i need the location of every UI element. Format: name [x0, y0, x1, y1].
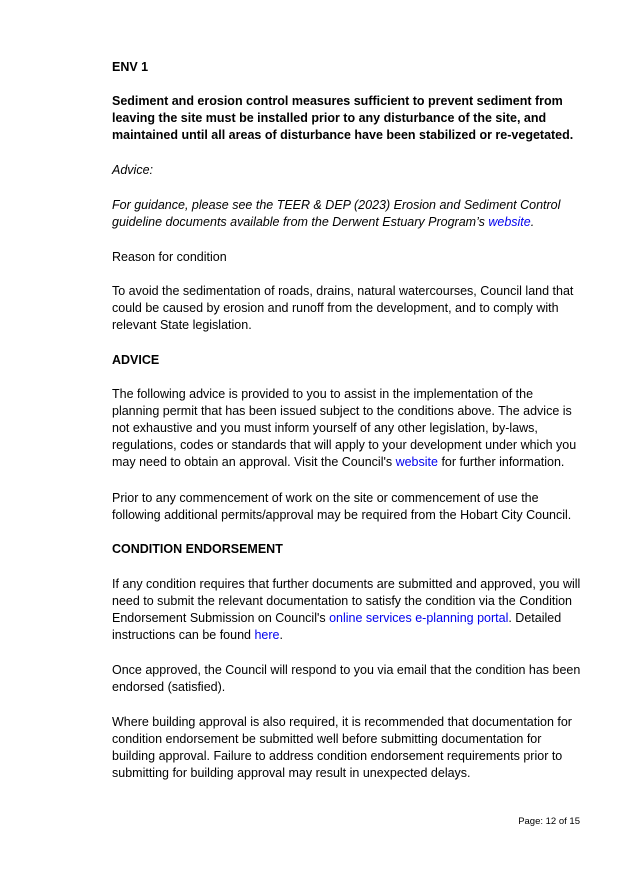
eplanning-portal-link[interactable]: online services e-planning portal [329, 611, 509, 625]
endorsement-text: If any condition requires that further documents are submitted and approved, you will need to submit the relevant documentation to satisfy the condition via the Condition Endorsement Submission on Council's [112, 577, 581, 625]
advice-paragraph-2: Prior to any commencement of work on the site or commencement of use the following additional permits/approval may be required from the Hobart City Council. [112, 491, 572, 522]
endorsement-heading: CONDITION ENDORSEMENT [112, 542, 283, 556]
reason-label: Reason for condition [112, 250, 227, 264]
instructions-here-link[interactable]: here [254, 628, 280, 642]
reason-text: To avoid the sedimentation of roads, drains, natural watercourses, Council land that could be caused by erosion and runoff from the development, and to comply with relevant State legislation. [112, 284, 574, 332]
page-number: Page: 12 of 15 [518, 816, 580, 827]
env1-heading: ENV 1 [112, 60, 149, 74]
endorsement-paragraph-3: Where building approval is also required, it is recommended that documentation for condition endorsement be submitted well before submitting documentation for building approval. Failure to address condition endorsement requirements prior to submitting for building approval may result in unexpected delays. [112, 715, 572, 780]
derwent-website-link[interactable]: website [488, 215, 531, 229]
guidance-end: . [530, 215, 535, 229]
guidance-paragraph [112, 197, 582, 231]
council-website-link[interactable]: website [395, 455, 438, 469]
advice-paragraph-1 [112, 386, 582, 471]
endorsement-paragraph-2: Once approved, the Council will respond to you via email that the condition has been endorsed (satisfied). [112, 663, 581, 694]
endorsement-text-mid: . Detailed instructions can be found [112, 611, 562, 642]
advice-heading: ADVICE [112, 353, 160, 367]
endorsement-text-end: . [279, 628, 283, 642]
guidance-text: For guidance, please see the TEER & DEP (2023) Erosion and Sediment Control guideline documents available from the Derwent Estuary Program’s [112, 198, 561, 229]
env1-condition-text: Sediment and erosion control measures sufficient to prevent sediment from leaving the site must be installed prior to any disturbance of the site, and maintained until all areas of disturbance have been stabilized or re-vegetated. [112, 94, 574, 142]
endorsement-paragraph-1 [112, 576, 582, 644]
advice-text-end: for further information. [437, 455, 565, 469]
advice-label: Advice: [112, 163, 153, 177]
advice-text: The following advice is provided to you to assist in the implementation of the planning permit that has been issued subject to the conditions above. The advice is not exhaustive and you must inform yourself of any other legislation, by-laws, regulations, codes or standards that will apply to your development under which you may need to obtain an approval. Visit the Council's [112, 387, 577, 469]
